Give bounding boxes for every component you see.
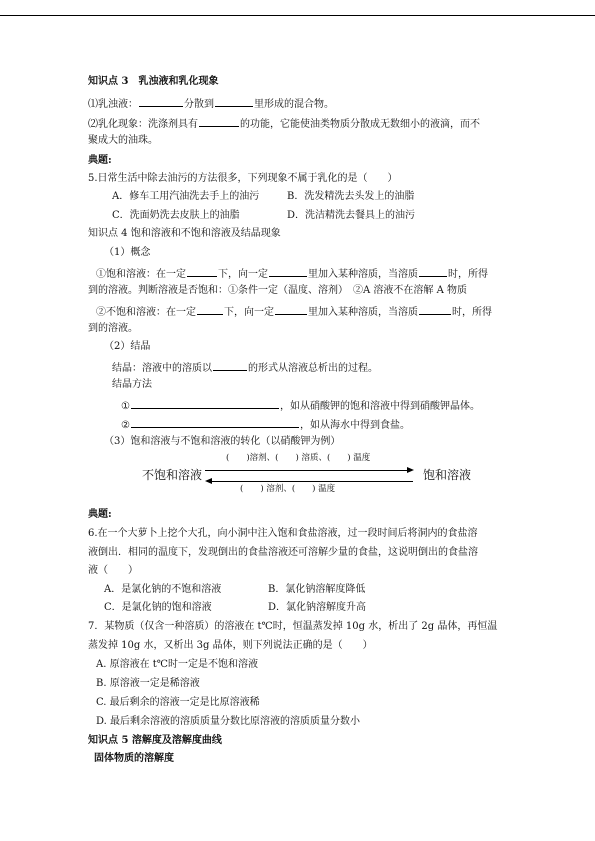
example-heading: 典题: [88, 155, 112, 166]
unsaturated-def-line2: 到的溶液。 [88, 323, 138, 334]
q5-option-d: D．洗洁精洗去餐具上的油污 [287, 210, 416, 221]
blank [187, 265, 217, 277]
q6-option-c: C．是氯化钠的饱和溶液 [104, 602, 212, 613]
blank [213, 359, 247, 371]
blank [215, 95, 253, 107]
kp5-subtitle: 固体物质的溶解度 [94, 753, 174, 764]
q7-option-d: D. 最后剩余溶液的溶质质量分数比原溶液的溶质质量分数小 [96, 716, 361, 727]
header-rule [0, 15, 595, 16]
kp3-line1: ⑴乳浊液： 分散到 里形成的混合物。 [88, 95, 334, 112]
question-6-line3: 液（ ） [88, 565, 138, 576]
method-1: ① ，如从硝酸钾的饱和溶液中得到硝酸钾晶体。 [121, 397, 480, 414]
kp4-title: 知识点 4 饱和溶液和不饱和溶液及结晶现象 [88, 228, 281, 239]
kp4-concept: （1）概念 [104, 247, 151, 258]
q6-option-d: D．氯化钠溶解度升高 [268, 602, 367, 613]
example-heading-2: 典题: [88, 509, 112, 520]
reverse-arrow [212, 481, 413, 482]
arrow-top-label: ( )溶剂、( ) 溶质、( ) 温度 [226, 453, 371, 463]
q6-option-b: B．氯化钠溶解度降低 [268, 584, 366, 595]
q5-option-b: B．洗发精洗去头发上的油脂 [287, 191, 415, 202]
reverse-arrowhead [205, 478, 212, 484]
kp3-title: 知识点 3 乳浊液和乳化现象 [88, 76, 219, 87]
q6-option-a: A．是氯化钠的不饱和溶液 [104, 584, 222, 595]
blank [419, 265, 447, 277]
crystallization-def: 结晶：溶液中的溶质以 的形式从溶液总析出的过程。 [112, 359, 378, 376]
question-7-line1: 7．某物质（仅含一种溶质）的溶液在 t℃时，恒温蒸发掉 10g 水，析出了 2g 晶体，再恒温 [88, 621, 498, 632]
blank [419, 303, 451, 315]
kp3-line2: ⑵乳化现象：洗涤剂具有 的功能，它能使油类物质分散成无数细小的液滴，而不 [88, 115, 480, 132]
unsaturated-def-line1: ②不饱和溶液：在一定 下，向一定 里加入某种溶质，当溶质 时，所得 [96, 303, 492, 320]
question-5: 5.日常生活中除去油污的方法很多，下列现象不属于乳化的是（ ） [88, 173, 398, 184]
crystallization-heading: （2）结晶 [104, 341, 151, 352]
q7-option-c: C. 最后剩余的溶液一定是比原溶液稀 [96, 697, 260, 708]
saturated-def-line1: ①饱和溶液：在一定 下，向一定 里加入某种溶质，当溶质 时，所得 [96, 265, 488, 282]
blank [199, 115, 239, 127]
question-6-line2: 液倒出．相同的温度下，发现倒出的食盐溶液还可溶解少量的食盐，这说明倒出的食盐溶 [88, 547, 478, 558]
q5-option-a: A．修车工用汽油洗去手上的油污 [112, 191, 260, 202]
conversion-heading: （3）饱和溶液与不饱和溶液的转化（以硝酸钾为例） [104, 436, 341, 447]
saturated-solution-label: 饱和溶液 [423, 468, 472, 482]
blank [139, 95, 183, 107]
q7-option-b: B. 原溶液一定是稀溶液 [96, 678, 200, 689]
blank [131, 397, 279, 409]
blank [197, 303, 223, 315]
q5-option-c: C．洗面奶洗去皮肤上的油脂 [112, 210, 240, 221]
kp5-title: 知识点 5 溶解度及溶解度曲线 [88, 735, 222, 746]
blank [275, 303, 307, 315]
forward-arrowhead [407, 467, 414, 473]
kp3-line3: 聚成大的油珠。 [88, 135, 158, 146]
crystallization-method-label: 结晶方法 [112, 379, 152, 390]
blank [131, 416, 299, 428]
blank [269, 265, 307, 277]
forward-arrow [205, 470, 410, 471]
saturated-def-line2: 到的溶液。判断溶液是否饱和：①条件一定（温度、溶剂） ②A 溶液不在溶解 A 物质 [88, 285, 467, 296]
unsaturated-solution-label: 不饱和溶液 [142, 468, 203, 482]
question-7-line2: 蒸发掉 10g 水，又析出 3g 晶体，则下列说法正确的是（ ） [88, 640, 373, 651]
method-2: ② ，如从海水中得到食盐。 [121, 416, 410, 433]
q7-option-a: A. 原溶液在 t℃时一定是不饱和溶液 [96, 659, 258, 670]
question-6-line1: 6.在一个大萝卜上挖个大孔，向小洞中注入饱和食盐溶液，过一段时间后将洞内的食盐溶 [88, 528, 478, 539]
arrow-bottom-label: ( ) 溶剂、( ) 温度 [240, 484, 336, 494]
